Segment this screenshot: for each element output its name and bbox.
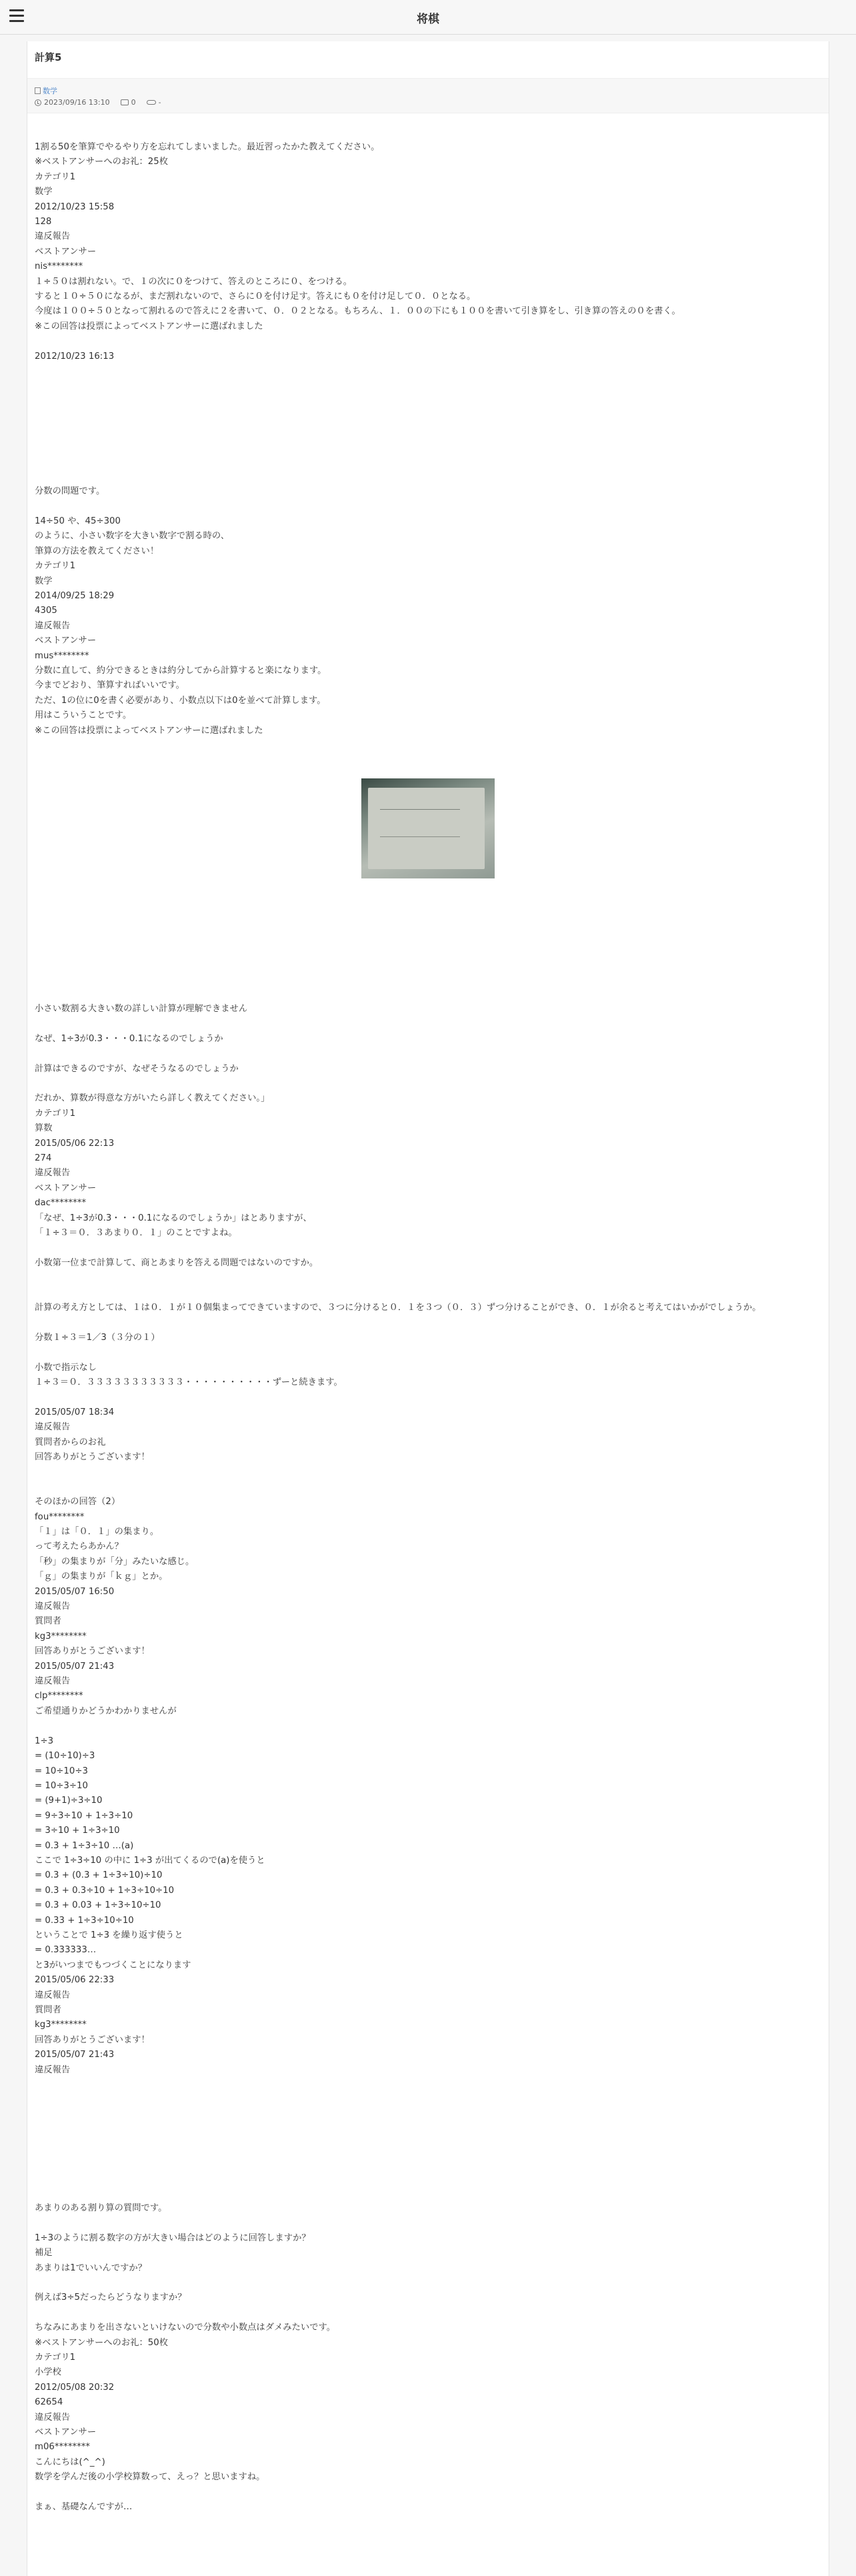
text-line: 128 xyxy=(35,217,52,227)
text-line: 用はこういうことです。 xyxy=(35,710,132,721)
text-line: 1÷3のように割る数字の方が大きい場合はどのように回答しますか？ xyxy=(35,2232,311,2243)
text-line xyxy=(35,1390,821,1405)
text-line: 数学 xyxy=(35,576,53,586)
text-line: 小さい数割る大きい数の詳しい計算が理解できません xyxy=(35,1003,248,1014)
text-line: のように、小さい数字を大きい数字で割る時の、 xyxy=(35,531,229,542)
text-line: 違反報告 xyxy=(35,1601,71,1612)
text-line: fou******** xyxy=(35,1511,85,1522)
text-line: 今度は１００÷５０となって割れるので答えに２を書いて、０．０２となる。もちろん、１．００の下にも１００を書いて引き算をし、引き算の答えの０を書く。 xyxy=(35,306,681,317)
text-line xyxy=(35,1345,821,1360)
text-line: 2015/05/07 21:43 xyxy=(35,1661,115,1672)
info-row xyxy=(35,98,161,107)
text-line: 14÷50 や、45÷300 xyxy=(35,516,121,526)
text-line xyxy=(35,2306,821,2321)
spacer xyxy=(35,364,821,484)
spacer xyxy=(35,113,821,140)
text-line: 補足 xyxy=(35,2248,53,2259)
post-header xyxy=(27,41,829,78)
text-line: 例えば3÷5だったらどうなりますか？ xyxy=(35,2293,187,2303)
text-line: ちなみにあまりを出さないといけないので分数や小数点はダメみたいです。 xyxy=(35,2323,336,2333)
text-line: 2012/10/23 16:13 xyxy=(35,351,115,362)
text-line: 2015/05/06 22:33 xyxy=(35,1975,115,1986)
text-line: と3がいつまでもつづくことになります xyxy=(35,1960,191,1970)
text-line: １÷３＝０．３３３３３３３３３３３・・・・・・・・・・ずーと続きます。 xyxy=(35,1377,343,1387)
handwritten-calculation-photo xyxy=(361,778,495,878)
text-line: = 0.3 + (0.3 + 1÷3÷10)÷10 xyxy=(35,1870,163,1881)
text-line: 4305 xyxy=(35,606,57,616)
post-meta xyxy=(27,78,829,113)
text-line: そのほかの回答（2） xyxy=(35,1497,121,1507)
text-line: kg3******** xyxy=(35,1631,87,1642)
text-line: 2014/09/25 18:29 xyxy=(35,590,115,601)
text-line: 小学校 xyxy=(35,2367,61,2378)
clock-icon xyxy=(35,99,41,106)
text-line: = 0.3 + 0.3÷10 + 1÷3÷10÷10 xyxy=(35,1885,175,1896)
qa-section xyxy=(35,2201,821,2515)
text-line: 数学 xyxy=(35,187,53,197)
text-line xyxy=(35,1719,821,1734)
text-line: まぁ、基礎なんですが… xyxy=(35,2502,133,2513)
text-line xyxy=(35,1241,821,1255)
post-title: 計算5 xyxy=(35,51,62,63)
text-line: 筆算の方法を教えてください！ xyxy=(35,546,159,556)
text-line: 1÷3 xyxy=(35,1736,54,1746)
text-line: 違反報告 xyxy=(35,1990,71,2000)
text-line: ※この回答は投票によってベストアンサーに選ばれました xyxy=(35,321,263,332)
text-line: = 0.333333… xyxy=(35,1945,97,1956)
text-line: １÷５０は割れない。で、１の次に０をつけて、答えのところに０、をつける。 xyxy=(35,276,352,287)
text-line: 違反報告 xyxy=(35,2064,71,2075)
text-line: 違反報告 xyxy=(35,1422,71,1433)
text-line: 小数第一位まで計算して、商とあまりを答える問題ではないのですか。 xyxy=(35,1257,319,1268)
text-line: って考えたらあかん？ xyxy=(35,1541,123,1552)
text-line: 質問者からのお礼 xyxy=(35,1437,106,1447)
text-line: 2015/05/07 16:50 xyxy=(35,1586,115,1597)
text-line: 違反報告 xyxy=(35,1676,71,1687)
text-line: 分数に直して、約分できるときは約分してから計算すると楽になります。 xyxy=(35,665,327,676)
text-line: mus******** xyxy=(35,650,89,661)
text-line: すると１０÷５０になるが、まだ割れないので、さらに０を付け足す。答えにも０を付け足して０．０となる。 xyxy=(35,291,476,302)
folder-icon xyxy=(35,87,41,94)
text-line: カテゴリ1 xyxy=(35,1108,76,1119)
text-line: 2012/05/08 20:32 xyxy=(35,2382,115,2393)
text-line: 2012/10/23 15:58 xyxy=(35,201,115,212)
qa-section xyxy=(35,484,821,738)
text-line: = 10÷3÷10 xyxy=(35,1780,88,1791)
text-line: = 0.33 + 1÷3÷10÷10 xyxy=(35,1915,134,1926)
text-line: 違反報告 xyxy=(35,2412,71,2423)
text-line: kg3******** xyxy=(35,2020,87,2030)
text-line: ご希望通りかどうかわかりませんが xyxy=(35,1706,177,1716)
article-card xyxy=(27,41,829,2576)
comment-icon[interactable] xyxy=(121,99,129,105)
text-line: nis******** xyxy=(35,261,83,272)
text-line: 62654 xyxy=(35,2397,63,2408)
text-line: 1割る50を筆算でやるやり方を忘れてしまいました。最近習ったかた教えてください。 xyxy=(35,142,380,152)
spacer xyxy=(35,878,821,1002)
text-line: あまりのある割り算の質問です。 xyxy=(35,2203,167,2214)
text-line: = 0.3 + 0.03 + 1÷3÷10÷10 xyxy=(35,1900,161,1911)
text-line xyxy=(35,1465,821,1479)
text-line xyxy=(35,499,821,514)
text-line: ベストアンサー xyxy=(35,246,97,257)
text-line: 質問者 xyxy=(35,2005,61,2015)
text-line: なぜ、1÷3が0.3・・・0.1になるのでしょうか xyxy=(35,1033,223,1044)
text-line: = (9+1)÷3÷10 xyxy=(35,1796,103,1806)
text-line: 違反報告 xyxy=(35,231,71,242)
text-line: 回答ありがとうございます！ xyxy=(35,1646,150,1657)
text-line xyxy=(35,1017,821,1031)
link-label[interactable]: - xyxy=(158,98,161,107)
text-line xyxy=(35,1077,821,1091)
text-line: ※この回答は投票によってベストアンサーに選ばれました xyxy=(35,725,263,736)
text-line: 分数の問題です。 xyxy=(35,486,105,497)
comment-count[interactable]: 0 xyxy=(131,98,136,107)
text-line xyxy=(35,2485,821,2500)
text-line: 「１」は「０．１」の集まり。 xyxy=(35,1527,159,1537)
text-line: clp******** xyxy=(35,1691,83,1702)
text-line: 違反報告 xyxy=(35,620,71,631)
text-line: 回答ありがとうございます！ xyxy=(35,1452,150,1463)
text-line: 274 xyxy=(35,1153,52,1163)
text-line: こんにちは(^_^) xyxy=(35,2457,105,2467)
text-line: dac******** xyxy=(35,1198,87,1209)
spacer xyxy=(35,2078,821,2201)
text-line xyxy=(35,2216,821,2230)
text-line xyxy=(35,1271,821,1285)
text-line: ※ベストアンサーへのお礼：50枚 xyxy=(35,2337,168,2348)
site-title[interactable]: 将棋 xyxy=(417,13,439,26)
text-line xyxy=(35,1315,821,1330)
text-line: 「なぜ、1÷3が0.3・・・0.1になるのでしょうか」はとありますが、 xyxy=(35,1213,312,1223)
text-line: 小数で指示なし xyxy=(35,1362,97,1373)
text-line: 2015/05/07 21:43 xyxy=(35,2050,115,2060)
text-line: ベストアンサー xyxy=(35,2427,97,2438)
spacer xyxy=(35,738,821,778)
post-date: 2023/09/16 13:10 xyxy=(44,98,110,107)
text-line: カテゴリ1 xyxy=(35,561,76,572)
text-line xyxy=(35,1286,821,1301)
text-line: 「秒」の集まりが「分」みたいな感じ。 xyxy=(35,1556,195,1567)
text-line: 「１÷３＝０．３あまり０．１」のことですよね。 xyxy=(35,1228,237,1239)
text-line: 違反報告 xyxy=(35,1168,71,1179)
text-line: 分数１÷３＝1／3（３分の１） xyxy=(35,1332,160,1343)
text-line: = 9÷3÷10 + 1÷3÷10 xyxy=(35,1810,133,1821)
text-line xyxy=(35,1480,821,1495)
text-line: あまりは1でいいんですか？ xyxy=(35,2263,147,2273)
text-line: 計算はできるのですが、なぜそうなるのでしょうか xyxy=(35,1063,239,1074)
text-line: ※ベストアンサーへのお礼：25枚 xyxy=(35,157,168,167)
text-line: 今までどおり、筆算すればいいです。 xyxy=(35,680,185,691)
text-line: 算数 xyxy=(35,1123,53,1134)
text-line: カテゴリ1 xyxy=(35,2353,76,2363)
category-row xyxy=(35,85,57,96)
text-line: カテゴリ1 xyxy=(35,171,76,182)
text-line: = 10÷10÷3 xyxy=(35,1766,88,1776)
qa-section xyxy=(35,1002,821,2078)
text-line: 質問者 xyxy=(35,1616,61,1627)
text-line: ただ、1の位に0を書く必要があり、小数点以下は0を並べて計算します。 xyxy=(35,695,326,706)
text-line: 回答ありがとうございます！ xyxy=(35,2034,150,2045)
qa-section xyxy=(35,140,821,364)
text-line: = 3÷10 + 1÷3÷10 xyxy=(35,1826,120,1836)
text-line: だれか、算数が得意な方がいたら詳しく教えてください。」 xyxy=(35,1093,270,1104)
top-bar xyxy=(0,0,856,35)
text-line: 計算の考え方としては、１は０．１が１０個集まってできていますので、３つに分けると０．１を３つ（０．３）ずつ分けることができ、０．１が余ると考えてはいかがでしょうか。 xyxy=(35,1303,761,1313)
text-line: 「ｇ」の集まりが「ｋｇ」とか。 xyxy=(35,1571,168,1582)
text-line xyxy=(35,2276,821,2291)
text-line: m06******** xyxy=(35,2442,91,2453)
text-line: 2015/05/07 18:34 xyxy=(35,1407,115,1417)
text-line: 数学を学んだ後の小学校算数って、えっ？と思いますね。 xyxy=(35,2472,265,2483)
text-line: ということで 1÷3 を繰り返す使うと xyxy=(35,1930,183,1940)
category-link[interactable]: 数学 xyxy=(43,87,57,95)
text-line: 2015/05/06 22:13 xyxy=(35,1138,115,1149)
text-line: = 0.3 + 1÷3÷10 …(a) xyxy=(35,1840,134,1851)
text-line xyxy=(35,334,821,349)
text-line: = (10÷10)÷3 xyxy=(35,1751,95,1762)
text-line xyxy=(35,1047,821,1061)
text-line: ベストアンサー xyxy=(35,1183,97,1193)
post-content xyxy=(27,113,829,2515)
link-icon[interactable] xyxy=(147,100,156,105)
text-line: ここで 1÷3÷10 の中に 1÷3 が出てくるので(a)を使うと xyxy=(35,1855,265,1866)
text-line: ベストアンサー xyxy=(35,636,97,646)
